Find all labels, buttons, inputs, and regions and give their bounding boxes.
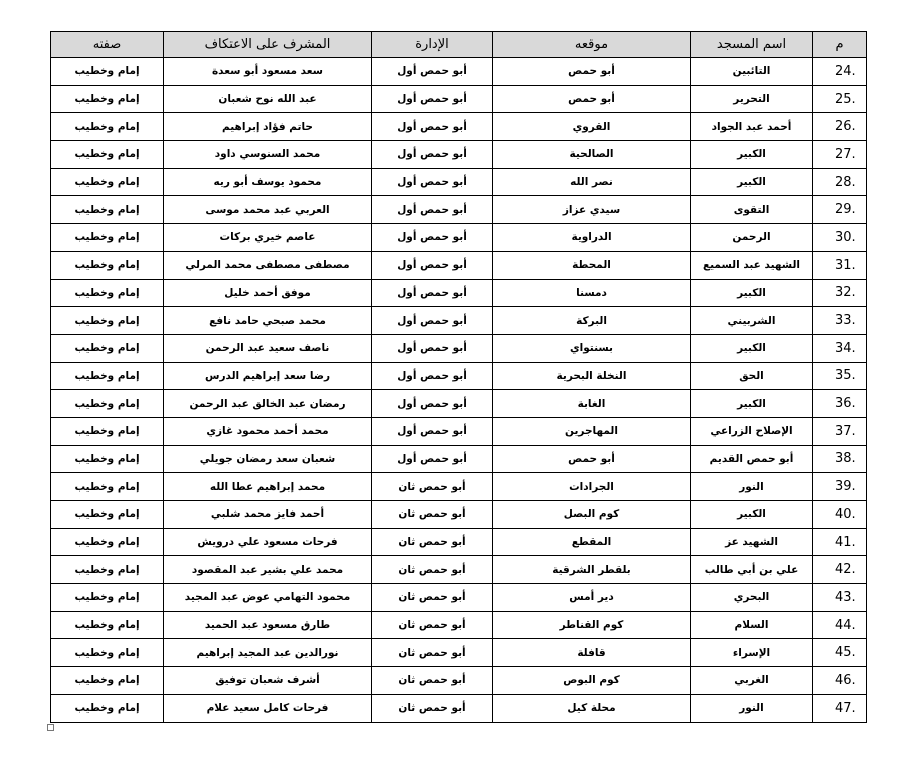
administration-cell: أبو حمص ثان <box>372 556 493 584</box>
role-cell: إمام وخطيب <box>51 611 164 639</box>
supervisor-cell: سعد مسعود أبو سعدة <box>164 58 372 86</box>
mosque-name-cell: الغربي <box>691 667 813 695</box>
table-row <box>51 224 867 252</box>
location-cell: سيدي عزاز <box>493 196 691 224</box>
supervisor-cell: فرحات مسعود علي درويش <box>164 528 372 556</box>
mosque-name-cell: الشهيد عبد السميع <box>691 251 813 279</box>
administration-cell: أبو حمص أول <box>372 141 493 169</box>
role-cell: إمام وخطيب <box>51 639 164 667</box>
table-row <box>51 390 867 418</box>
role-cell: إمام وخطيب <box>51 667 164 695</box>
supervisor-cell: محمد أحمد محمود غازي <box>164 417 372 445</box>
row-number: 43. <box>813 584 867 612</box>
administration-cell: أبو حمص ثان <box>372 667 493 695</box>
table-row <box>51 639 867 667</box>
row-number: 28. <box>813 168 867 196</box>
location-cell: دير أمس <box>493 584 691 612</box>
table-row <box>51 528 867 556</box>
location-cell: الجرادات <box>493 473 691 501</box>
supervisor-cell: محمود يوسف أبو ريه <box>164 168 372 196</box>
header-mosque-name: اسم المسجد <box>691 32 813 58</box>
paragraph-end-marker <box>47 724 54 731</box>
role-cell: إمام وخطيب <box>51 417 164 445</box>
administration-cell: أبو حمص أول <box>372 251 493 279</box>
location-cell: نصر الله <box>493 168 691 196</box>
role-cell: إمام وخطيب <box>51 58 164 86</box>
location-cell: القروي <box>493 113 691 141</box>
table-row <box>51 58 867 86</box>
supervisor-cell: عبد الله نوح شعبان <box>164 85 372 113</box>
row-number: 26. <box>813 113 867 141</box>
table-row <box>51 85 867 113</box>
row-number: 39. <box>813 473 867 501</box>
table-row <box>51 473 867 501</box>
mosque-name-cell: التحرير <box>691 85 813 113</box>
table-row <box>51 334 867 362</box>
table-row <box>51 667 867 695</box>
location-cell: بلقطر الشرقية <box>493 556 691 584</box>
row-number: 42. <box>813 556 867 584</box>
row-number: 47. <box>813 694 867 722</box>
administration-cell: أبو حمص أول <box>372 334 493 362</box>
header-role: صفته <box>51 32 164 58</box>
location-cell: الغابة <box>493 390 691 418</box>
role-cell: إمام وخطيب <box>51 584 164 612</box>
supervisor-cell: محمد إبراهيم عطا الله <box>164 473 372 501</box>
mosque-name-cell: التقوى <box>691 196 813 224</box>
administration-cell: أبو حمص أول <box>372 196 493 224</box>
mosque-name-cell: الشربيني <box>691 307 813 335</box>
location-cell: بسنتواي <box>493 334 691 362</box>
row-number: 46. <box>813 667 867 695</box>
administration-cell: أبو حمص ثان <box>372 611 493 639</box>
administration-cell: أبو حمص أول <box>372 168 493 196</box>
location-cell: محلة كيل <box>493 694 691 722</box>
location-cell: أبو حمص <box>493 85 691 113</box>
supervisor-cell: أشرف شعبان توفيق <box>164 667 372 695</box>
table-row <box>51 141 867 169</box>
role-cell: إمام وخطيب <box>51 334 164 362</box>
mosque-name-cell: النور <box>691 473 813 501</box>
table-row <box>51 196 867 224</box>
role-cell: إمام وخطيب <box>51 362 164 390</box>
supervisor-cell: شعبان سعد رمضان جويلي <box>164 445 372 473</box>
mosque-name-cell: الكبير <box>691 279 813 307</box>
mosque-name-cell: الكبير <box>691 501 813 529</box>
location-cell: المهاجرين <box>493 417 691 445</box>
mosque-supervisors-table <box>50 31 867 723</box>
supervisor-cell: محمد صبحي حامد نافع <box>164 307 372 335</box>
location-cell: الدراوية <box>493 224 691 252</box>
table-body <box>51 58 867 723</box>
mosque-name-cell: النور <box>691 694 813 722</box>
location-cell: البركة <box>493 307 691 335</box>
role-cell: إمام وخطيب <box>51 279 164 307</box>
location-cell: أبو حمص <box>493 58 691 86</box>
administration-cell: أبو حمص أول <box>372 113 493 141</box>
mosque-name-cell: الكبير <box>691 390 813 418</box>
administration-cell: أبو حمص ثان <box>372 473 493 501</box>
mosque-name-cell: الإصلاح الزراعي <box>691 417 813 445</box>
mosque-name-cell: أبو حمص القديم <box>691 445 813 473</box>
row-number: 34. <box>813 334 867 362</box>
administration-cell: أبو حمص أول <box>372 362 493 390</box>
location-cell: دمسنا <box>493 279 691 307</box>
administration-cell: أبو حمص ثان <box>372 694 493 722</box>
mosque-name-cell: علي بن أبي طالب <box>691 556 813 584</box>
row-number: 41. <box>813 528 867 556</box>
mosque-name-cell: التائبين <box>691 58 813 86</box>
location-cell: المقطع <box>493 528 691 556</box>
supervisor-cell: فرحات كامل سعيد علام <box>164 694 372 722</box>
location-cell: الصالحية <box>493 141 691 169</box>
row-number: 29. <box>813 196 867 224</box>
role-cell: إمام وخطيب <box>51 196 164 224</box>
row-number: 33. <box>813 307 867 335</box>
table-row <box>51 501 867 529</box>
supervisor-cell: محمد السنوسي داود <box>164 141 372 169</box>
location-cell: المحطة <box>493 251 691 279</box>
administration-cell: أبو حمص ثان <box>372 639 493 667</box>
location-cell: كوم القناطر <box>493 611 691 639</box>
role-cell: إمام وخطيب <box>51 307 164 335</box>
administration-cell: أبو حمص أول <box>372 445 493 473</box>
row-number: 32. <box>813 279 867 307</box>
location-cell: قافلة <box>493 639 691 667</box>
role-cell: إمام وخطيب <box>51 224 164 252</box>
role-cell: إمام وخطيب <box>51 168 164 196</box>
row-number: 24. <box>813 58 867 86</box>
table-row <box>51 251 867 279</box>
header-administration: الإدارة <box>372 32 493 58</box>
mosque-name-cell: الحق <box>691 362 813 390</box>
supervisor-cell: أحمد فايز محمد شلبي <box>164 501 372 529</box>
administration-cell: أبو حمص ثان <box>372 501 493 529</box>
supervisor-cell: رمضان عبد الخالق عبد الرحمن <box>164 390 372 418</box>
mosque-name-cell: الإسراء <box>691 639 813 667</box>
role-cell: إمام وخطيب <box>51 113 164 141</box>
table-row <box>51 694 867 722</box>
administration-cell: أبو حمص أول <box>372 390 493 418</box>
row-number: 25. <box>813 85 867 113</box>
supervisor-cell: عاصم خيري بركات <box>164 224 372 252</box>
administration-cell: أبو حمص ثان <box>372 584 493 612</box>
row-number: 30. <box>813 224 867 252</box>
mosque-name-cell: الكبير <box>691 334 813 362</box>
supervisor-cell: محمد علي بشير عبد المقصود <box>164 556 372 584</box>
location-cell: كوم البوص <box>493 667 691 695</box>
row-number: 35. <box>813 362 867 390</box>
role-cell: إمام وخطيب <box>51 251 164 279</box>
table-row <box>51 417 867 445</box>
role-cell: إمام وخطيب <box>51 694 164 722</box>
supervisor-cell: العربي عبد محمد موسى <box>164 196 372 224</box>
table-row <box>51 556 867 584</box>
location-cell: النخلة البحرية <box>493 362 691 390</box>
row-number: 38. <box>813 445 867 473</box>
administration-cell: أبو حمص أول <box>372 279 493 307</box>
header-location: موقعه <box>493 32 691 58</box>
role-cell: إمام وخطيب <box>51 473 164 501</box>
table-header-row <box>51 32 867 58</box>
administration-cell: أبو حمص أول <box>372 58 493 86</box>
header-supervisor: المشرف على الاعتكاف <box>164 32 372 58</box>
row-number: 27. <box>813 141 867 169</box>
mosque-name-cell: الكبير <box>691 141 813 169</box>
supervisor-cell: حاتم فؤاد إبراهيم <box>164 113 372 141</box>
administration-cell: أبو حمص أول <box>372 307 493 335</box>
row-number: 45. <box>813 639 867 667</box>
table-row <box>51 611 867 639</box>
supervisor-cell: مصطفى مصطفى محمد المرلي <box>164 251 372 279</box>
table-row <box>51 445 867 473</box>
mosque-name-cell: الشهيد عز <box>691 528 813 556</box>
supervisor-cell: طارق مسعود عبد الحميد <box>164 611 372 639</box>
mosque-name-cell: الكبير <box>691 168 813 196</box>
header-num: م <box>813 32 867 58</box>
mosque-name-cell: البحري <box>691 584 813 612</box>
row-number: 36. <box>813 390 867 418</box>
role-cell: إمام وخطيب <box>51 141 164 169</box>
table-row <box>51 168 867 196</box>
location-cell: أبو حمص <box>493 445 691 473</box>
table-row <box>51 279 867 307</box>
row-number: 37. <box>813 417 867 445</box>
supervisor-cell: نورالدين عبد المجيد إبراهيم <box>164 639 372 667</box>
administration-cell: أبو حمص أول <box>372 224 493 252</box>
row-number: 44. <box>813 611 867 639</box>
role-cell: إمام وخطيب <box>51 501 164 529</box>
role-cell: إمام وخطيب <box>51 556 164 584</box>
supervisor-cell: رضا سعد إبراهيم الدرس <box>164 362 372 390</box>
supervisor-cell: محمود التهامي عوض عبد المجيد <box>164 584 372 612</box>
table-row <box>51 307 867 335</box>
row-number: 31. <box>813 251 867 279</box>
table-row <box>51 362 867 390</box>
row-number: 40. <box>813 501 867 529</box>
table-row <box>51 113 867 141</box>
supervisor-cell: ناصف سعيد عبد الرحمن <box>164 334 372 362</box>
administration-cell: أبو حمص ثان <box>372 528 493 556</box>
administration-cell: أبو حمص أول <box>372 85 493 113</box>
role-cell: إمام وخطيب <box>51 390 164 418</box>
location-cell: كوم البصل <box>493 501 691 529</box>
supervisor-cell: موفق أحمد خليل <box>164 279 372 307</box>
role-cell: إمام وخطيب <box>51 85 164 113</box>
mosque-name-cell: أحمد عبد الجواد <box>691 113 813 141</box>
administration-cell: أبو حمص أول <box>372 417 493 445</box>
table-row <box>51 584 867 612</box>
role-cell: إمام وخطيب <box>51 445 164 473</box>
role-cell: إمام وخطيب <box>51 528 164 556</box>
mosque-name-cell: الرحمن <box>691 224 813 252</box>
mosque-name-cell: السلام <box>691 611 813 639</box>
